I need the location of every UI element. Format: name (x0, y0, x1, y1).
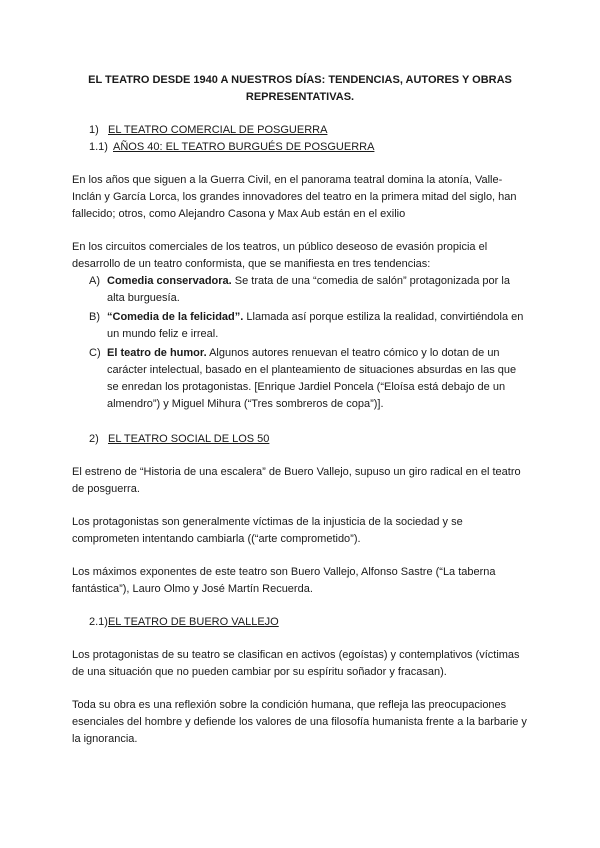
list-marker: C) (89, 347, 101, 359)
list-item (72, 345, 528, 413)
heading-2-1 (72, 614, 528, 631)
list-item-text: Llamada así porque estiliza la realidad, convirtiéndola en un mundo feliz e irreal. (107, 311, 524, 340)
list-item-bold: Comedia conservadora. (107, 275, 232, 287)
heading-1-1 (72, 139, 528, 156)
list-item (72, 273, 528, 307)
paragraph-4: Los protagonistas son generalmente víctimas de la injusticia de la sociedad y se comprometen intentando cambiarla ((“arte comprometido”). (72, 516, 463, 545)
heading-1-1-number: 1.1) (89, 141, 108, 153)
paragraph-2: En los circuitos comerciales de los teatros, un público deseoso de evasión propicia el desarrollo de un teatro conformista, que se manifiesta en tres tendencias: (72, 241, 488, 270)
heading-2-1-number: 2.1) (89, 616, 108, 628)
heading-1-text: EL TEATRO COMERCIAL DE POSGUERRA (108, 124, 328, 136)
heading-1-1-text: AÑOS 40: EL TEATRO BURGUÉS DE POSGUERRA (113, 141, 375, 153)
list-marker: B) (89, 311, 100, 323)
heading-2-number: 2) (89, 433, 99, 445)
list-item-text: Se trata de una “comedia de salón” protagonizada por la alta burguesía. (107, 275, 510, 304)
paragraph-7: Toda su obra es una reflexión sobre la condición humana, que refleja las preocupaciones esenciales del hombre y defiende los valores de una filosofía humanista frente a la barbarie y la ignorancia. (72, 699, 527, 745)
heading-2-text: EL TEATRO SOCIAL DE LOS 50 (108, 433, 270, 445)
heading-1 (72, 122, 528, 139)
list-item-text: Algunos autores renuevan el teatro cómico y lo dotan de un carácter intelectual, basado en el planteamiento de situaciones absurdas en las que se enredan los protagonistas. [Enrique Jardiel Poncela (“Eloísa está debajo de un almendro”) y Miguel Mihura (“Tres sombreros de copa”)]. (107, 347, 517, 410)
list-item-bold: “Comedia de la felicidad”. (107, 311, 244, 323)
paragraph-5: Los máximos exponentes de este teatro son Buero Vallejo, Alfonso Sastre (“La taberna fantástica”), Lauro Olmo y José Martín Recuerda. (72, 566, 496, 595)
document-title: EL TEATRO DESDE 1940 A NUESTROS DÍAS: TENDENCIAS, AUTORES Y OBRAS REPRESENTATIVAS. (88, 74, 512, 103)
heading-1-number: 1) (89, 124, 99, 136)
heading-2 (72, 431, 528, 448)
tendencies-list (72, 273, 528, 413)
list-item-bold: El teatro de humor. (107, 347, 207, 359)
paragraph-6: Los protagonistas de su teatro se clasifican en activos (egoístas) y contemplativos (víctimas de una situación que no pueden cambiar por su espíritu soñador y fracasan). (72, 649, 520, 678)
paragraph-1: En los años que siguen a la Guerra Civil, en el panorama teatral domina la atonía, Valle-Inclán y García Lorca, los grandes innovadores del teatro en la primera mitad del siglo, han fallecido; otros, como Alejandro Casona y Max Aub están en el exilio (72, 174, 517, 220)
paragraph-3: El estreno de “Historia de una escalera” de Buero Vallejo, supuso un giro radical en el teatro de posguerra. (72, 466, 521, 495)
list-item (72, 309, 528, 343)
list-marker: A) (89, 275, 100, 287)
heading-2-1-text: EL TEATRO DE BUERO VALLEJO (107, 616, 279, 628)
